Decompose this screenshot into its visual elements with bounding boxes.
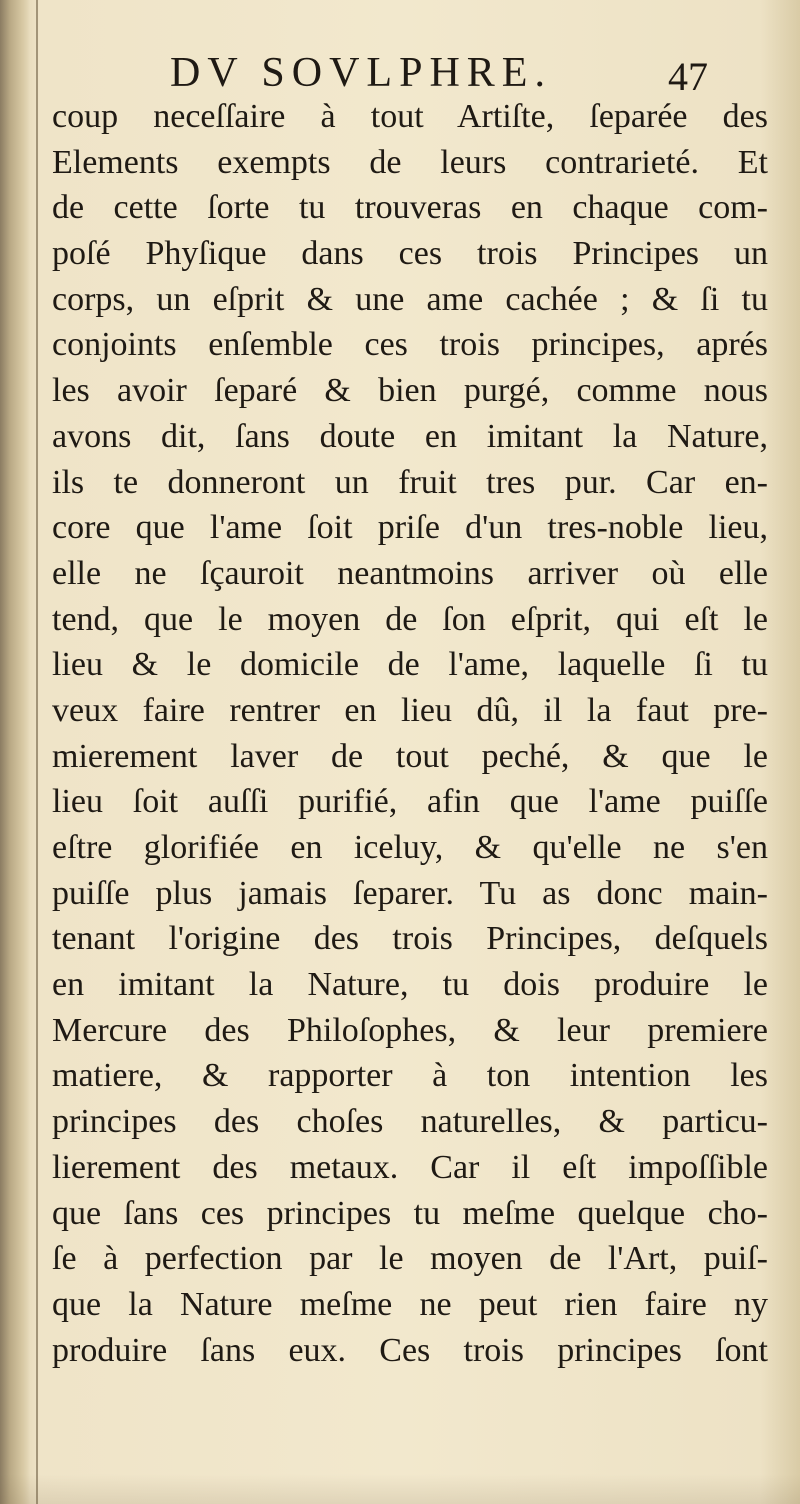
text-line: que ſans ces principes tu meſme quelque cho-	[52, 1194, 768, 1232]
binding-edge	[0, 0, 30, 1504]
text-line: puiſſe plus jamais ſeparer. Tu as donc main-	[52, 874, 768, 912]
text-line: mierement laver de tout peché, & que le	[52, 737, 768, 775]
page-number: 47	[668, 54, 708, 99]
text-line: avons dit, ſans doute en imitant la Nature,	[52, 417, 768, 455]
text-line: corps, un eſprit & une ame cachée ; & ſi tu	[52, 280, 768, 318]
text-line: que la Nature meſme ne peut rien faire ny	[52, 1285, 768, 1323]
text-line: principes des choſes naturelles, & particu-	[52, 1103, 768, 1141]
text-line: tend, que le moyen de ſon eſprit, qui eſt le	[52, 600, 768, 638]
text-line: Mercure des Philoſophes, & leur premiere	[52, 1011, 768, 1049]
text-line: elle ne ſçauroit neantmoins arriver où elle	[52, 554, 768, 592]
text-line: Elements exempts de leurs contrarieté. Et	[52, 143, 768, 181]
text-line: conjoints enſemble ces trois principes, aprés	[52, 326, 768, 364]
text-line: lieu ſoit auſſi purifié, afin que l'ame puiſſe	[52, 783, 768, 821]
page-bottom-shadow	[0, 1474, 800, 1504]
text-line: les avoir ſeparé & bien purgé, comme nous	[52, 372, 768, 410]
text-line: en imitant la Nature, tu dois produire le	[52, 966, 768, 1004]
text-line: matiere, & rapporter à ton intention les	[52, 1057, 768, 1095]
text-line: produire ſans eux. Ces trois principes ſont	[52, 1331, 768, 1369]
text-line: de cette ſorte tu trouveras en chaque com-	[52, 189, 768, 227]
text-line: ils te donneront un fruit tres pur. Car en-	[52, 463, 768, 501]
text-line: veux faire rentrer en lieu dû, il la faut pre-	[52, 691, 768, 729]
text-line: lieu & le domicile de l'ame, laquelle ſi tu	[52, 646, 768, 684]
text-line: poſé Phyſique dans ces trois Principes un	[52, 235, 768, 273]
body-text	[52, 94, 768, 1373]
page-header	[0, 48, 800, 98]
text-line: eſtre glorifiée en iceluy, & qu'elle ne s'en	[52, 829, 768, 866]
text-line: core que l'ame ſoit priſe d'un tres-noble lieu,	[52, 509, 768, 547]
page-fold-line	[36, 0, 38, 1504]
text-line: ſe à perfection par le moyen de l'Art, puiſ-	[52, 1240, 768, 1278]
text-line: tenant l'origine des trois Principes, deſquels	[52, 920, 768, 958]
text-line: coup neceſſaire à tout Artiſte, ſeparée des	[52, 98, 768, 135]
text-line: lierement des metaux. Car il eſt impoſſible	[52, 1148, 768, 1186]
running-title: DV SOVLPHRE.	[170, 50, 552, 96]
